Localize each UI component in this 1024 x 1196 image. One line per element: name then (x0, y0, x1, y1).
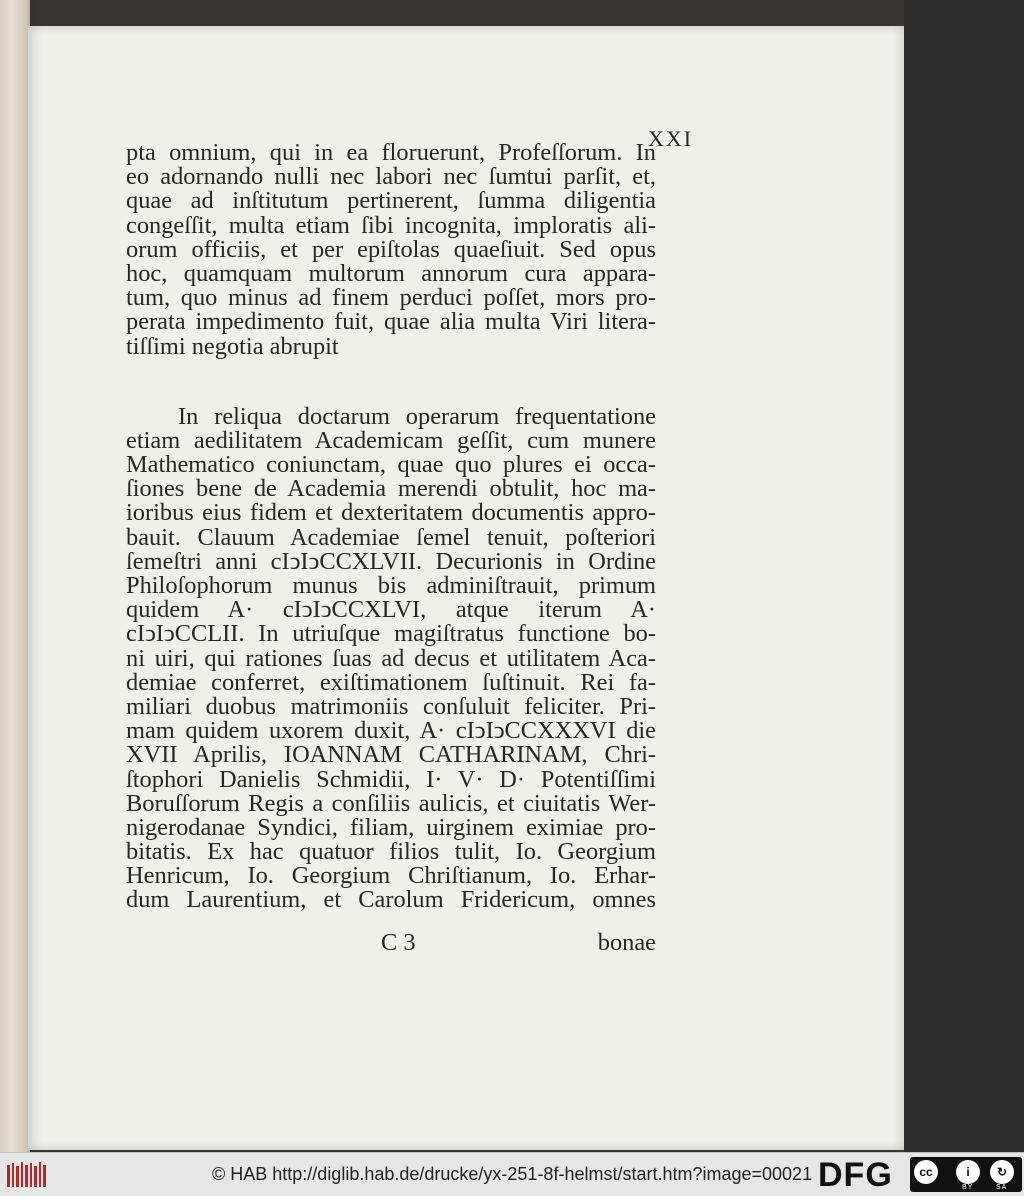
share-alike-icon: ↻ (990, 1160, 1014, 1184)
text-line: nigerodanae Syndici, filiam, uirginem eximiae pro- (126, 813, 656, 841)
text-line: quae ad inſtitutum pertinerent, ſumma diligentia (126, 187, 656, 215)
text-line: ioribus eius fidem et dexteritatem documentis appro- (126, 499, 656, 527)
text-line: Mathematico coniunctam, quae quo plures ei occa- (126, 451, 656, 479)
attribution-icon: i (956, 1160, 980, 1184)
text-line: mam quidem uxorem duxit, A· cIↄIↄCCXXXVI die (126, 717, 656, 745)
text-line: XVII Aprilis, IOANNAM CATHARINAM, Chri- (126, 741, 656, 769)
text-line: tiſſimi negotia abrupit (126, 332, 339, 360)
text-line: bitatis. Ex hac quatuor filios tulit, Io. Georgium (126, 838, 656, 866)
text-line: etiam aedilitatem Academicam geſſit, cum munere (126, 426, 656, 454)
text-line: bauit. Clauum Academiae ſemel tenuit, poſteriori (126, 523, 656, 551)
text-line: quidem A· cIↄIↄCCXLVI, atque iterum A· (126, 596, 656, 624)
text-line: miliari duobus matrimoniis conſuluit feliciter. Pri- (126, 692, 656, 720)
license-label-sa: SA (996, 1184, 1008, 1191)
text-line: orum officiis, et per epiſtolas quaeſiuit. Sed opus (126, 235, 656, 263)
text-line: Philoſophorum munus bis adminiſtrauit, primum (126, 572, 656, 599)
text-line: ſemeſtri anni cIↄIↄCCXLVII. Decurionis in Ordine (126, 547, 656, 575)
page-text (126, 141, 656, 913)
text-line: demiae conferret, exiſtimationem ſuſtinuit. Rei fa- (126, 668, 656, 696)
footer-bar (0, 1152, 1024, 1196)
page-number: XXI (648, 126, 694, 151)
dfg-logo: DFG (818, 1156, 893, 1194)
paragraph-1 (126, 141, 656, 359)
license-label-by: BY (962, 1184, 974, 1191)
signature-mark: C 3 (381, 929, 416, 956)
left-page-edge (0, 0, 30, 1152)
scan-background (904, 0, 1024, 1152)
text-line: perata impedimento fuit, quae alia multa Viri litera- (126, 308, 656, 336)
text-line: cIↄIↄCCLII. In utriuſque magiſtratus functione bo- (126, 620, 656, 648)
text-line: dum Laurentium, et Carolum Fridericum, omnes (126, 886, 656, 914)
text-line: ſiones bene de Academia merendi obtulit, hoc ma- (126, 475, 656, 503)
book-page (28, 26, 904, 1150)
text-line: ſtophori Danielis Schmidii, I· V· D· Potentiſſimi (126, 765, 656, 793)
text-line: Henricum, Io. Georgium Chriſtianum, Io. Erhar- (126, 862, 656, 890)
hab-logo-icon (6, 1161, 48, 1189)
text-line: Boruſſorum Regis a conſiliis aulicis, et ciuitatis Wer- (126, 789, 656, 817)
text-line: ni uiri, qui rationes ſuas ad decus et utilitatem Aca- (126, 644, 656, 672)
catchword: bonae (597, 929, 656, 956)
copyright-link[interactable]: © HAB http://diglib.hab.de/drucke/yx-251-8f-helmst/start.htm?image=00021 (212, 1164, 813, 1184)
text-line: pta omnium, qui in ea floruerunt, Profeſſorum. In (126, 139, 656, 166)
creative-commons-icon: cc (914, 1160, 938, 1184)
text-line: In reliqua doctarum operarum frequentatione (178, 402, 656, 430)
text-line: tum, quo minus ad finem perduci poſſet, mors pro- (126, 284, 656, 312)
cc-license-badge[interactable] (910, 1157, 1022, 1192)
text-line: congeſſit, multa etiam ſibi incognita, imploratis ali- (126, 211, 656, 239)
paragraph-gap (126, 359, 656, 405)
text-line: eo adornando nulli nec labori nec ſumtui parſit, et, (126, 163, 656, 191)
text-line: hoc, quamquam multorum annorum cura appara- (126, 259, 656, 287)
paragraph-2 (126, 402, 656, 914)
